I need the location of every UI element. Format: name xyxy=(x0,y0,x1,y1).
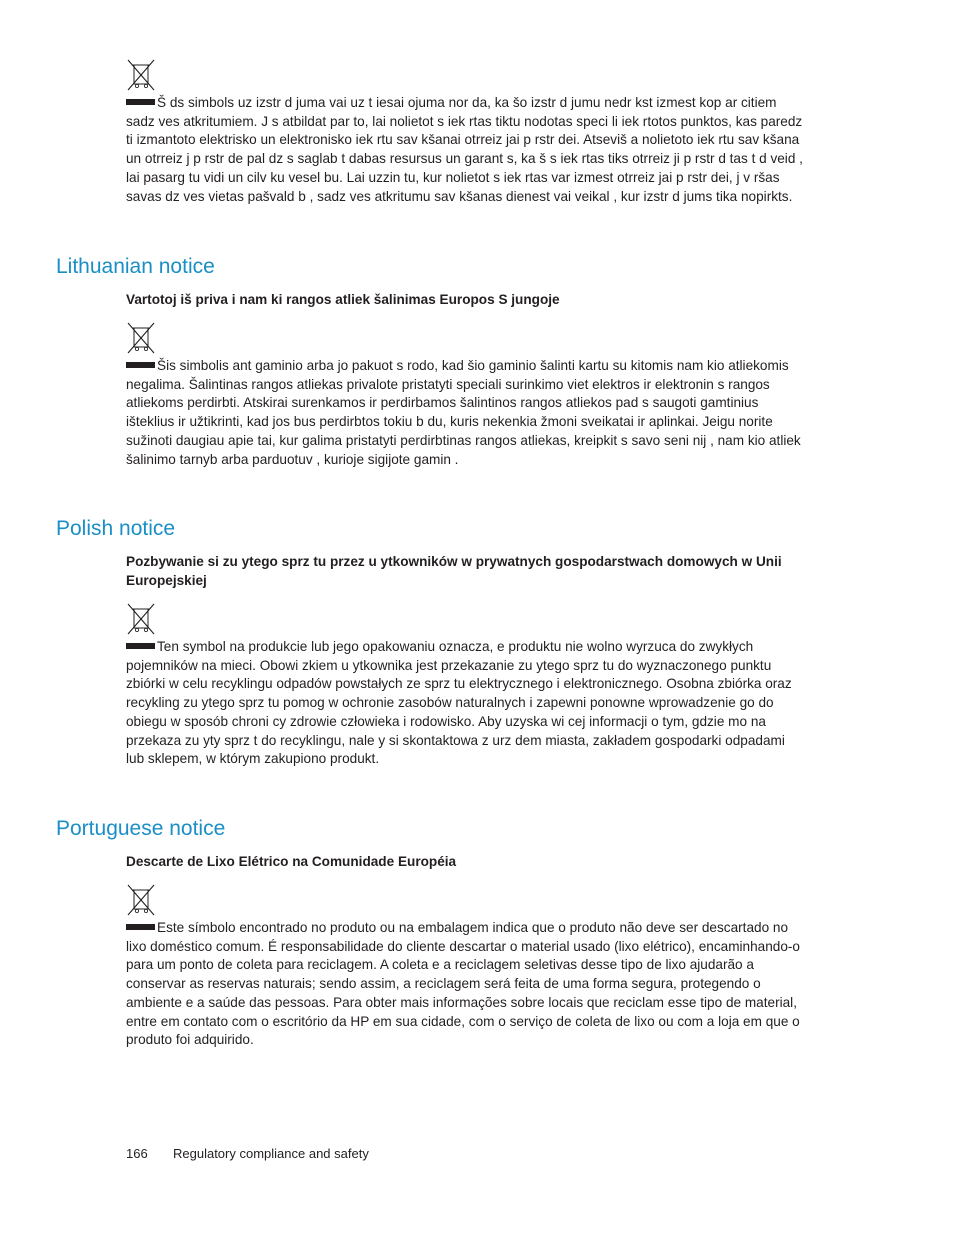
notice-paragraph xyxy=(126,94,806,206)
page-footer xyxy=(126,1145,369,1163)
portuguese-notice-body xyxy=(126,852,806,1050)
notice-text: Š ds simbols uz izstr d juma vai uz t iesai ojuma nor da, ka šo izstr d jumu nedr kst izmest kop ar citiem sadz ves atkritumiem. J s atbildat par to, lai nolietot s iek rtas tiktu nodotas speci li iek rtotos punktos, kas paredz ti izmantoto elektrisko un elektronisko iek rtu sav kšanai otrreiz jai p rstr dei. Atseviš a nolietoto iek rtu sav kšana un otrreiz j p rstr de pal dz s saglab t dabas resursus un garant s, ka š s iek rtas tiks otrreiz ji p rstr d tas t d veid , lai pasarg tu vidi un cilv ku vesel bu. Lai uzzin tu, kur nolietot s iek rtas var izmest otrreiz jai p rstr dei, j v ršas savas dz ves vietas pašvald b , sadz ves atkritumu sav kšanas dienest vai veikal , kur izstr d jums tika nopirkts. xyxy=(126,95,803,204)
lithuanian-subheading: Vartotoj iš priva i nam ki rangos atliek šalinimas Europos S jungoje xyxy=(126,292,560,307)
weee-bar-icon xyxy=(126,924,155,930)
notice-text: Ten symbol na produkcie lub jego opakowaniu oznacza, e produktu nie wolno wyrzuca do zwykłych pojemników na mieci. Obowi zkiem u ytkownika jest przekazanie zu ytego sprz tu do wyznaczonego punktu zbiórki w celu recyklingu odpadów powstałych ze sprz tu elektrycznego i elektronicznego. Osobna zbiórka oraz recykling zu ytego sprz tu pomog w ochronie zasobów naturalnych i zapewni ponowne wprowadzenie go do obiegu w sposób chroni cy zdrowie człowieka i rodowisko. Aby uzyska wi cej informacji o tym, gdzie mo na przekaza zu yty sprz t do recyklingu, nale y si skontaktowa z urz dem miasta, zakładem gospodarki odpadami lub sklepem, w którym zakupiono produkt. xyxy=(126,639,792,767)
weee-bar-icon xyxy=(126,643,155,649)
polish-notice-body xyxy=(126,552,806,769)
lithuanian-notice-body xyxy=(126,290,806,469)
notice-text: Este símbolo encontrado no produto ou na embalagem indica que o produto não deve ser descartado no lixo doméstico comum. É responsabilidade do cliente descartar o material usado (lixo elétrico), encaminhando-o para um ponto de coleta para reciclagem. A coleta e a reciclagem seletivas desse tipo de lixo ajudarão a conservar as reservas naturais; sendo assim, a reciclagem será feita de uma forma segura, protegendo o ambiente e a saúde das pessoas. Para obter mais informações sobre locais que reciclam esse tipo de material, entre em contato com o escritório da HP em sua cidade, com o serviço de coleta de lixo ou com a loja em que o produto foi adquirido. xyxy=(126,920,800,1048)
weee-symbol xyxy=(126,883,806,919)
page-number: 166 xyxy=(126,1146,148,1161)
crossed-out-wheeled-bin-icon xyxy=(126,883,156,917)
portuguese-subheading: Descarte de Lixo Elétrico na Comunidade Européia xyxy=(126,854,457,869)
polish-heading: Polish notice xyxy=(56,517,176,540)
portuguese-heading: Portuguese notice xyxy=(56,817,226,840)
crossed-out-wheeled-bin-icon xyxy=(126,58,156,92)
weee-symbol xyxy=(126,321,806,357)
footer-section-title: Regulatory compliance and safety xyxy=(173,1146,369,1161)
crossed-out-wheeled-bin-icon xyxy=(126,321,156,355)
notice-paragraph xyxy=(126,638,806,769)
weee-symbol xyxy=(126,58,806,94)
latvian-notice-body xyxy=(126,58,806,206)
weee-symbol xyxy=(126,602,806,638)
crossed-out-wheeled-bin-icon xyxy=(126,602,156,636)
lithuanian-heading: Lithuanian notice xyxy=(56,255,215,278)
notice-text: Šis simbolis ant gaminio arba jo pakuot s rodo, kad šio gaminio šalinti kartu su kitomis nam kio atliekomis negalima. Šalintinas rangos atliekas privalote pristatyti speciali surinkimo viet elektros ir elektronin s rangos atliekoms perdirbti. Atskirai surenkamos ir perdirbamos šalintinos rangos atliekos pad s saugoti gamtinius išteklius ir užtikrinti, kad jos bus perdirbtos tokiu b du, kuris nekenkia žmoni sveikatai ir aplinkai. Jeigu norite sužinoti daugiau apie tai, kur galima pristatyti perdirbtinas rangos atliekas, kreipkit s savo seni nij , nam kio atliek šalinimo tarnyb arba parduotuv , kurioje sigijote gamin . xyxy=(126,358,801,467)
weee-bar-icon xyxy=(126,99,155,105)
polish-subheading: Pozbywanie si zu ytego sprz tu przez u ytkowników w prywatnych gospodarstwach domowych w Unii Europejskiej xyxy=(126,554,782,588)
weee-bar-icon xyxy=(126,362,155,368)
notice-paragraph xyxy=(126,919,806,1050)
notice-paragraph xyxy=(126,357,806,469)
